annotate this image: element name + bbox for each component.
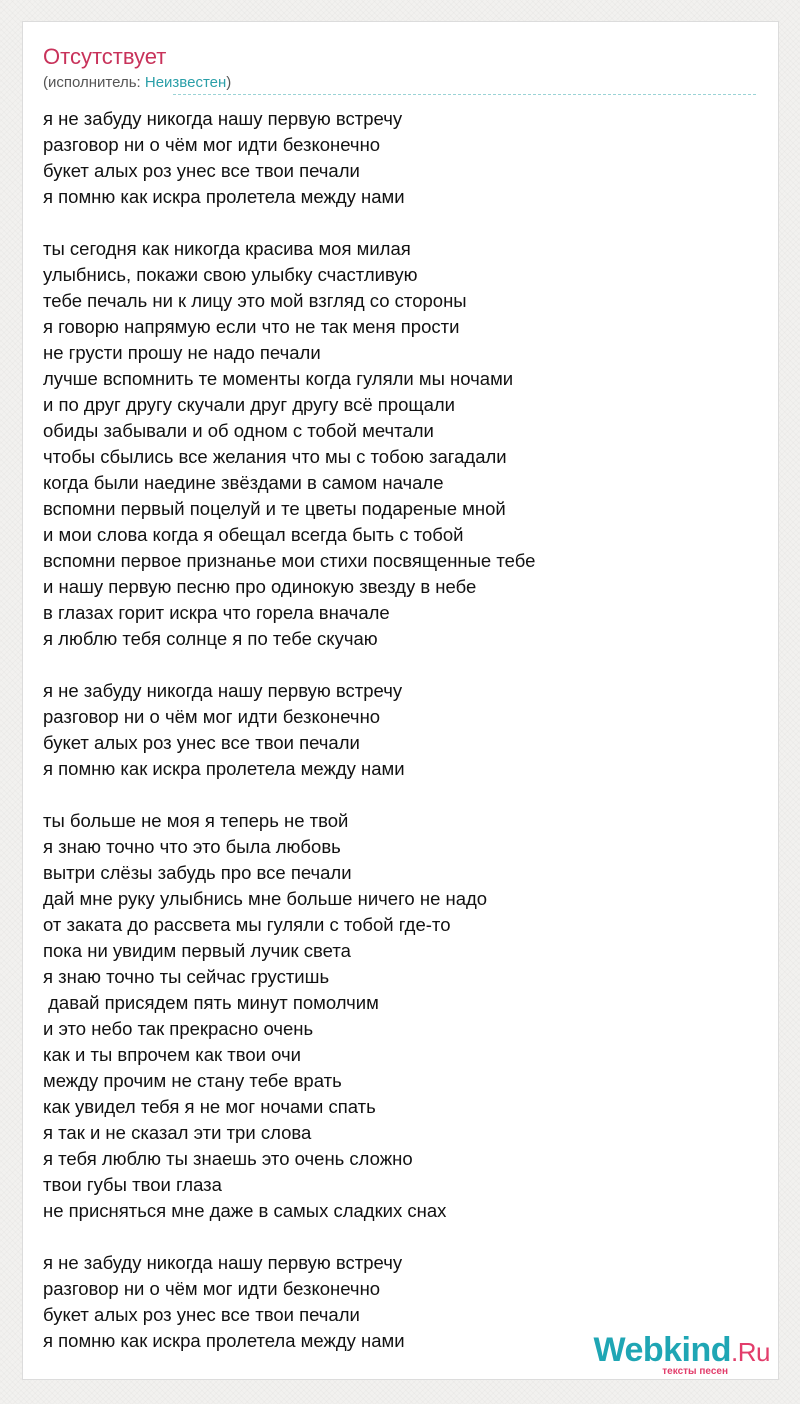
lyrics-line: пока ни увидим первый лучик света bbox=[43, 940, 351, 961]
lyrics-card bbox=[22, 21, 779, 1380]
lyrics-line: дай мне руку улыбнись мне больше ничего не надо bbox=[43, 888, 488, 909]
lyrics-line: и это небо так прекрасно очень bbox=[43, 1018, 314, 1039]
lyrics-line: разговор ни о чём мог идти безконечно bbox=[43, 1278, 381, 1299]
lyrics-line: я говорю напрямую если что не так меня прости bbox=[43, 316, 460, 337]
lyrics-line: когда были наедине звёздами в самом начале bbox=[43, 472, 444, 493]
artist-suffix: ) bbox=[226, 74, 232, 91]
lyrics-line: ты больше не моя я теперь не твой bbox=[43, 810, 349, 831]
lyrics-line: вспомни первый поцелуй и те цветы подареные мной bbox=[43, 498, 506, 519]
lyrics-line: давай присядем пять минут помолчим bbox=[43, 992, 379, 1013]
lyrics-line: я помню как искра пролетела между нами bbox=[43, 758, 405, 779]
lyrics-line: улыбнись, покажи свою улыбку счастливую bbox=[43, 264, 418, 285]
lyrics-line: я знаю точно что это была любовь bbox=[43, 836, 341, 857]
artist-line bbox=[43, 73, 231, 93]
lyrics-line: я знаю точно ты сейчас грустишь bbox=[43, 966, 330, 987]
artist-link[interactable]: Неизвестен bbox=[144, 74, 227, 91]
lyrics-line: твои губы твои глаза bbox=[43, 1174, 222, 1195]
lyrics-stanza bbox=[43, 678, 763, 782]
logo-wordmark bbox=[593, 1333, 770, 1369]
lyrics-line: чтобы сбылись все желания что мы с тобою загадали bbox=[43, 446, 507, 467]
lyrics-line: я люблю тебя солнце я по тебе скучаю bbox=[43, 628, 378, 649]
lyrics-line: от заката до рассвета мы гуляли с тобой где-то bbox=[43, 914, 451, 935]
lyrics-line: как и ты впрочем как твои очи bbox=[43, 1044, 301, 1065]
lyrics-line: ты сегодня как никогда красива моя милая bbox=[43, 238, 411, 259]
lyrics-stanza bbox=[43, 106, 763, 210]
lyrics-line: тебе печаль ни к лицу это мой взгляд со стороны bbox=[43, 290, 467, 311]
lyrics-line: я тебя люблю ты знаешь это очень сложно bbox=[43, 1148, 413, 1169]
lyrics-line: как увидел тебя я не мог ночами спать bbox=[43, 1096, 376, 1117]
logo-main-text: Webkind bbox=[593, 1331, 732, 1369]
lyrics-line: вытри слёзы забудь про все печали bbox=[43, 862, 352, 883]
lyrics-line: разговор ни о чём мог идти безконечно bbox=[43, 134, 381, 155]
lyrics-line: разговор ни о чём мог идти безконечно bbox=[43, 706, 381, 727]
lyrics-text bbox=[43, 106, 763, 1354]
logo-tagline: тексты песен bbox=[662, 1366, 728, 1377]
lyrics-stanza bbox=[43, 236, 763, 652]
lyrics-line: не грусти прошу не надо печали bbox=[43, 342, 321, 363]
lyrics-line: вспомни первое признанье мои стихи посвященные тебе bbox=[43, 550, 536, 571]
lyrics-line: я помню как искра пролетела между нами bbox=[43, 186, 405, 207]
lyrics-line: в глазах горит искра что горела вначале bbox=[43, 602, 390, 623]
lyrics-line: между прочим не стану тебе врать bbox=[43, 1070, 342, 1091]
lyrics-line: не присняться мне даже в самых сладких снах bbox=[43, 1200, 447, 1221]
site-logo[interactable] bbox=[593, 1333, 770, 1377]
lyrics-line: и мои слова когда я обещал всегда быть с тобой bbox=[43, 524, 464, 545]
lyrics-line: я не забуду никогда нашу первую встречу bbox=[43, 108, 403, 129]
lyrics-line: обиды забывали и об одном с тобой мечтали bbox=[43, 420, 434, 441]
lyrics-line: и нашу первую песню про одинокую звезду в небе bbox=[43, 576, 477, 597]
header-divider bbox=[173, 94, 756, 95]
lyrics-stanza bbox=[43, 808, 763, 1224]
lyrics-line: букет алых роз унес все твои печали bbox=[43, 732, 360, 753]
lyrics-line: я не забуду никогда нашу первую встречу bbox=[43, 1252, 403, 1273]
song-title: Отсутствует bbox=[43, 44, 167, 69]
logo-suffix: .Ru bbox=[731, 1337, 770, 1367]
artist-prefix: (исполнитель: bbox=[43, 74, 145, 91]
lyrics-line: лучше вспомнить те моменты когда гуляли мы ночами bbox=[43, 368, 514, 389]
lyrics-line: и по друг другу скучали друг другу всё прощали bbox=[43, 394, 456, 415]
lyrics-line: букет алых роз унес все твои печали bbox=[43, 160, 360, 181]
lyrics-line: я помню как искра пролетела между нами bbox=[43, 1330, 405, 1351]
lyrics-line: букет алых роз унес все твои печали bbox=[43, 1304, 360, 1325]
lyrics-line: я так и не сказал эти три слова bbox=[43, 1122, 312, 1143]
lyrics-line: я не забуду никогда нашу первую встречу bbox=[43, 680, 403, 701]
